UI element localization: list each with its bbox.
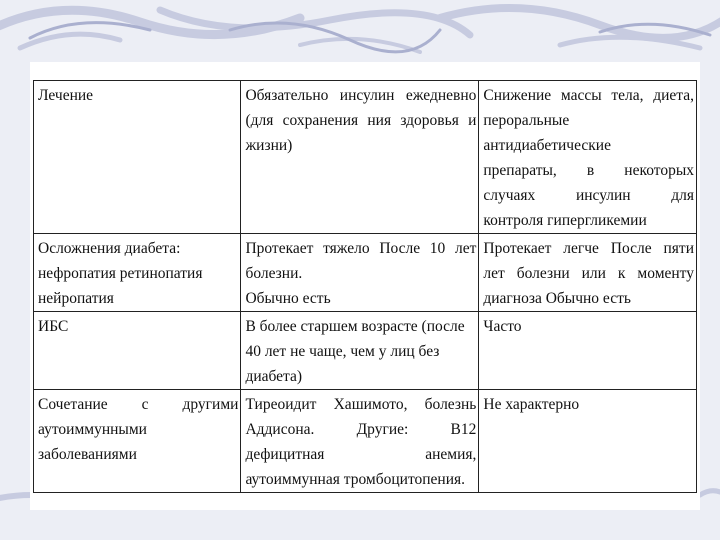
cell-line: (для сохранения ния здоровья и [245, 112, 477, 129]
table-row [34, 81, 697, 234]
row-label: аутоиммунными [38, 421, 147, 438]
row-label: нейропатия [38, 290, 114, 307]
cell-line: диабета) [245, 368, 303, 385]
type2-cell [479, 234, 697, 312]
cell-line: дефицитная анемия, [245, 446, 477, 463]
type1-cell [241, 390, 479, 493]
cell-line: В более старшем возрасте (после [245, 318, 465, 335]
row-label-cell [34, 312, 241, 390]
cell-line: жизни) [245, 137, 293, 154]
cell-line: Обычно есть [245, 290, 331, 307]
cell-line: диагноза Обычно есть [483, 290, 631, 307]
diabetes-comparison-table [33, 80, 697, 493]
cell-line: антидиабетические [483, 137, 611, 154]
cell-line: Тиреоидит Хашимото, болезнь [245, 396, 477, 413]
type2-cell [479, 81, 697, 234]
cell-line: Протекает тяжело После 10 лет [245, 240, 477, 257]
cell-line: болезни. [245, 265, 303, 282]
cell-line: Часто [483, 318, 522, 335]
row-label: Лечение [38, 87, 94, 104]
cell-line: пероральные [483, 112, 570, 129]
cell-line: лет болезни или к моменту [483, 265, 694, 282]
type2-cell [479, 312, 697, 390]
cell-line: препараты, в некоторых [483, 162, 694, 179]
table-row [34, 312, 697, 390]
cell-line: случаях инсулин для [483, 187, 694, 204]
cell-line: Не характерно [483, 396, 580, 413]
type2-cell [479, 390, 697, 493]
row-label: ИБС [38, 318, 69, 335]
row-label: нефропатия ретинопатия [38, 265, 203, 282]
row-label: Осложнения диабета: [38, 240, 181, 257]
type1-cell [241, 312, 479, 390]
table-row [34, 234, 697, 312]
table-row [34, 390, 697, 493]
row-label-cell [34, 81, 241, 234]
cell-line: аутоиммунная тромбоцитопения. [245, 471, 466, 488]
row-label: заболеваниями [38, 446, 137, 463]
row-label-cell [34, 234, 241, 312]
cell-line: Обязательно инсулин ежедневно [245, 87, 477, 104]
cell-line: контроля гипергликемии [483, 212, 647, 229]
cell-line: Снижение массы тела, диета, [483, 87, 694, 104]
row-label-cell [34, 390, 241, 493]
cell-line: Аддисона. Другие: В12 [245, 421, 477, 438]
cell-line: 40 лет не чаще, чем у лиц без [245, 343, 440, 360]
row-label: Сочетание с другими [38, 396, 239, 413]
type1-cell [241, 81, 479, 234]
cell-line: Протекает легче После пяти [483, 240, 694, 257]
type1-cell [241, 234, 479, 312]
